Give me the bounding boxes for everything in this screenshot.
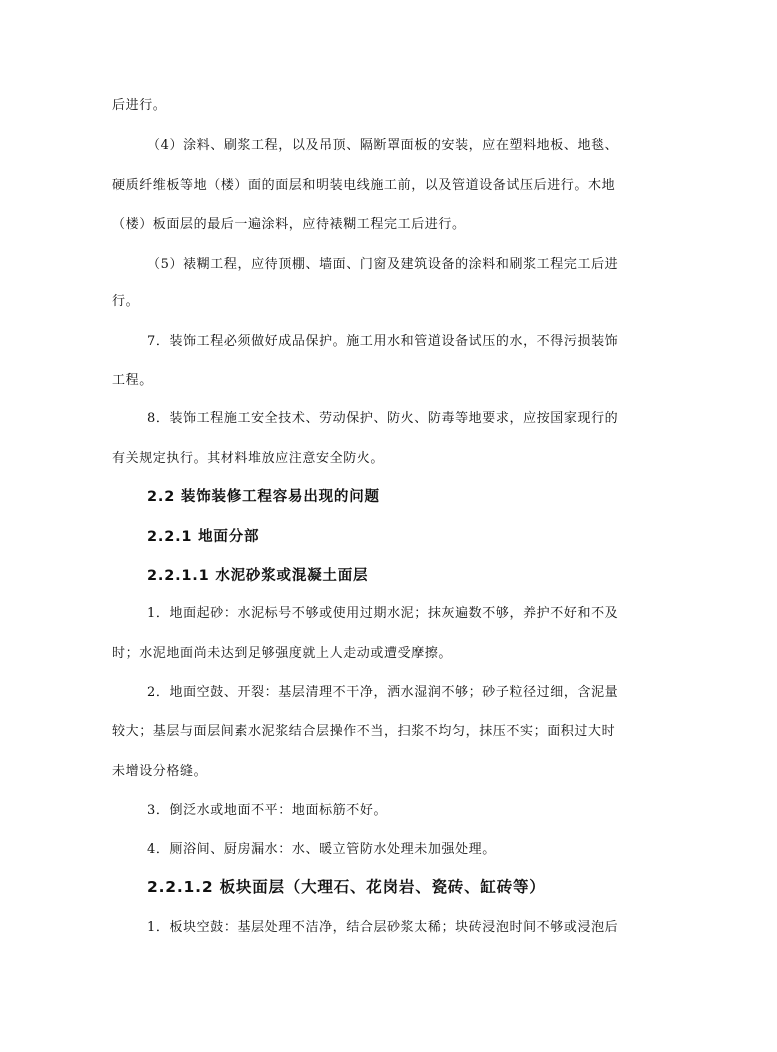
text-line: 后进行。 [112, 98, 167, 113]
subsubsection-heading: 2.2.1.1 水泥砂浆或混凝土面层 [147, 568, 369, 584]
text-line: 1．地面起砂：水泥标号不够或使用过期水泥；抹灰遍数不够，养护不好和不及 [147, 606, 619, 621]
text-line: 4．厕浴间、厨房漏水：水、暖立管防水处理未加强处理。 [147, 842, 496, 857]
text-line: 1．板块空鼓：基层处理不洁净，结合层砂浆太稀；块砖浸泡时间不够或浸泡后 [147, 920, 619, 935]
text-line: 8．装饰工程施工安全技术、劳动保护、防火、防毒等地要求，应按国家现行的 [147, 411, 619, 426]
subsection-heading: 2.2.1 地面分部 [147, 529, 260, 545]
text-line: 有关规定执行。其材料堆放应注意安全防火。 [112, 451, 385, 466]
text-line: （5）裱糊工程，应待顶棚、墙面、门窗及建筑设备的涂料和刷浆工程完工后进 [147, 257, 619, 272]
text-line: 较大；基层与面层间素水泥浆结合层操作不当，扫浆不均匀，抹压不实；面积过大时 [112, 724, 616, 739]
text-line: 工程。 [112, 373, 153, 388]
subsubsection-heading: 2.2.1.2 板块面层（大理石、花岗岩、瓷砖、缸砖等） [147, 878, 546, 896]
text-line: （4）涂料、刷浆工程，以及吊顶、隔断罩面板的安装，应在塑料地板、地毯、 [147, 138, 619, 153]
text-line: （楼）板面层的最后一遍涂料，应待裱糊工程完工后进行。 [112, 217, 466, 232]
section-heading: 2.2 装饰装修工程容易出现的问题 [147, 489, 380, 505]
text-line: 行。 [112, 294, 140, 309]
text-line: 未增设分格缝。 [112, 764, 208, 779]
text-line: 时；水泥地面尚未达到足够强度就上人走动或遭受摩擦。 [112, 646, 453, 661]
text-line: 2．地面空鼓、开裂：基层清理不干净，洒水湿润不够；砂子粒径过细，含泥量 [147, 685, 619, 700]
text-line: 硬质纤维板等地（楼）面的面层和明装电线施工前，以及管道设备试压后进行。木地 [112, 178, 616, 193]
text-line: 7．装饰工程必须做好成品保护。施工用水和管道设备试压的水，不得污损装饰 [147, 334, 619, 349]
text-line: 3．倒泛水或地面不平：地面标筋不好。 [147, 803, 388, 818]
